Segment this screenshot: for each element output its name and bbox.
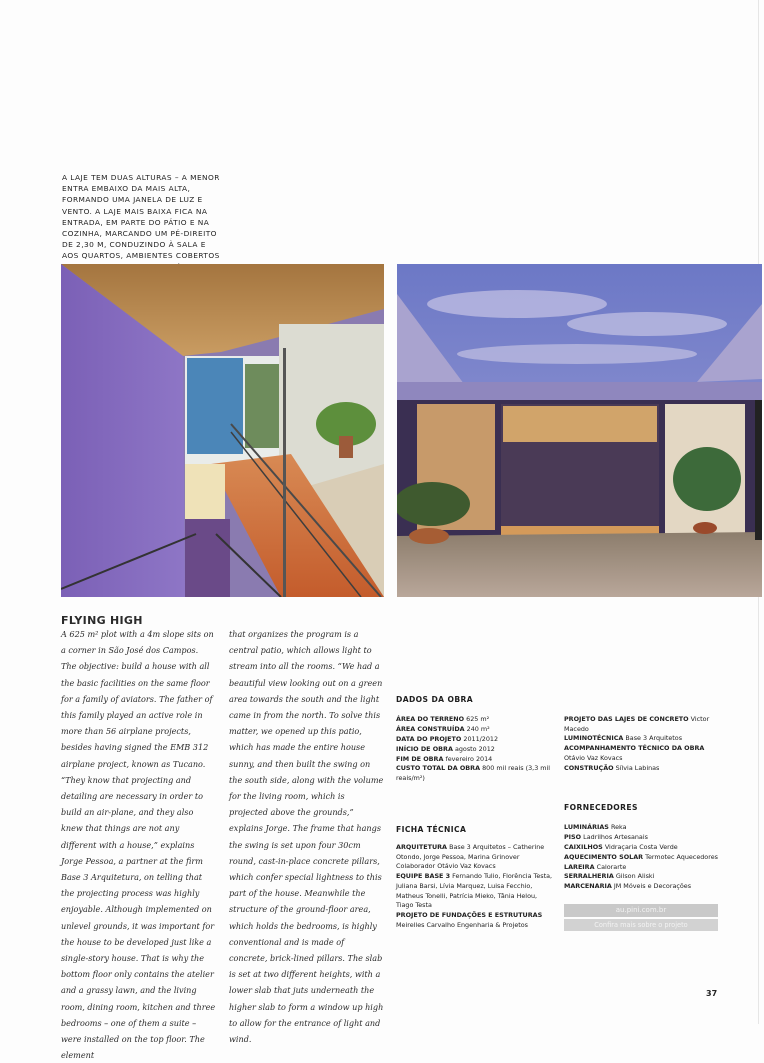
fornecedores-heading: FORNECEDORES [564,803,638,812]
ficha-heading: FICHA TÉCNICA [396,825,467,834]
photo-interior [61,264,384,597]
fornecedor-row: SERRALHERIA Gilson Aliski [564,872,655,881]
dados-row: INÍCIO DE OBRA agosto 2012 [396,744,495,753]
photo-courtyard [397,264,762,597]
dados-list [396,715,554,784]
website-link[interactable]: au.pini.com.br [564,904,718,917]
article-title: FLYING HIGH [61,614,143,627]
fornecedor-row: LUMINÁRIAS Reka [564,823,627,831]
fornecedor-row: MARCENARIA JM Móveis e Decorações [564,882,692,891]
ficha-row: Colaborador Otávio Vaz Kovacs [396,862,496,871]
ficha-row: PROJETO DE FUNDAÇÕES E ESTRUTURAS Meirelles Carvalho Engenharia & Projetos [396,911,543,929]
dados-row: ÁREA CONSTRUÍDA 240 m² [396,724,490,733]
fornecedor-row: LAREIRA Calorarte [564,862,627,871]
dados-heading: DADOS DA OBRA [396,695,474,704]
fornecedor-row: PISO Ladrilhos Artesanais [564,832,648,841]
article-column-2: that organizes the program is a central patio, which allows light to stream into all the rooms. “We had a beautiful view looking out on a green area towards the south and the light came in from the north. To solve this matter, we opened up this patio, which has made the entire house sunny, and then built the swing on the south side, along with the volume for the living room, which is projected above the grounds,” explains Jorge. The frame that hangs the swing is set upon four 30cm round, cast-in-place concrete pillars, which confer special lightness to this part of the house. Meanwhile the structure of the ground-floor area, which holds the bedrooms, is highly conventional and is made of concrete, brick-lined pillars. The slab is set at two different heights, with a lower slab that juts underneath the higher slab to form a window up high to allow for the entrance of light and wind. [229,629,384,1045]
dados-row: FIM DE OBRA fevereiro 2014 [396,754,493,763]
ficha-list-2 [564,715,722,774]
fornecedor-row: CAIXILHOS Vidraçaria Costa Verde [564,842,678,851]
photo-caption: A LAJE TEM DUAS ALTURAS – A MENOR ENTRA EMBAIXO DA MAIS ALTA, FORMANDO UMA JANELA DE LUZ E VENTO. A LAJE MAIS BAIXA FICA NA ENTRADA, EM PARTE DO PÁTIO E NA COZINHA, MARCANDO UM PÉ-DIREITO DE 2,30 M, CONDUZINDO À SALA E AOS QUARTOS, AMBIENTES COBERTOS [62,173,220,261]
ficha-row: EQUIPE BASE 3 Fernando Tulio, Florência Testa, Juliana Barsi, Lívia Marquez, Luisa Fecchio, Matheus Tonelli, Patrícia Mieko, Tânia Helou, Tiago Testa [396,872,553,910]
ficha-list [396,843,554,931]
ficha-row: PROJETO DAS LAJES DE CONCRETO Victor Macedo [564,715,710,733]
page-number: 37 [706,989,718,998]
more-info-link[interactable]: Confira mais sobre o projeto [564,919,718,931]
fornecedor-row: AQUECIMENTO SOLAR Termotec Aquecedores [564,852,718,861]
ficha-row: CONSTRUÇÃO Sílvia Labinas [564,763,660,772]
ficha-row: ACOMPANHAMENTO TÉCNICO DA OBRA Otávio Vaz Kovacs [564,744,705,762]
dados-row: CUSTO TOTAL DA OBRA 800 mil reais (3,3 mil reais/m²) [396,764,551,783]
dados-row: DATA DO PROJETO 2011/2012 [396,734,499,743]
ficha-row: ARQUITETURA Base 3 Arquitetos – Catherine Otondo, Jorge Pessoa, Marina Grinover [396,843,545,861]
article-column-1: A 625 m² plot with a 4m slope sits on a corner in São José dos Campos. The objective: build a house with all the basic facilities on the same floor for a family of aviators. The father of this family played an active role in more than 56 airplane projects, besides having signed the EMB 312 airplane project, known as Tucano. “They know that projecting and detailing are necessary in order to build an air-plane, and they also knew that things are not any different with a house,” explains Jorge Pessoa, a partner at the firm Base 3 Arquitetura, on telling that the projecting process was highly enjoyable. Although implemented on unlevel grounds, it was important for the house to be developed just like a single-story house. That is why the bottom floor only contains the atelier and a grassy lawn, and the living room, dining room, kitchen and three bedrooms – one of them a suite – were installed on the top floor. The element [61,629,216,1061]
ficha-row: LUMINOTÉCNICA Base 3 Arquitetos [564,734,683,743]
fornecedores-list [564,823,722,892]
dados-row: ÁREA DO TERRENO 625 m² [396,715,490,723]
